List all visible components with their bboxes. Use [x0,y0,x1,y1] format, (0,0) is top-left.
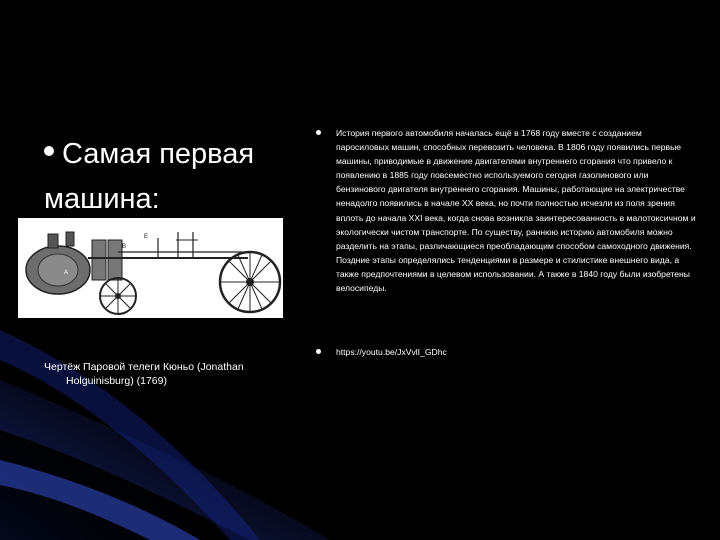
bullet-dot-icon [316,130,321,135]
history-paragraph [312,126,697,295]
steam-carriage-drawing [18,218,283,318]
history-text-block [312,126,697,295]
bullet-dot-icon [316,349,321,354]
heading-line1: Самая первая [62,138,255,170]
video-link[interactable]: https://youtu.be/JxVvlI_GDhc [336,347,447,357]
image-caption [44,360,294,388]
drawing-label-b: B [122,244,127,250]
bullet-dot-icon [44,146,54,156]
video-link-block [312,345,697,359]
caption-line2: Holguinisburg) (1769) [66,375,167,387]
caption-line1: Чертёж Паровой телеги Кюньо (Jonathan [44,361,244,373]
slide-heading [44,132,294,222]
history-paragraph-text: История первого автомобиля началась ещё в 1768 году вместе с созданием паросиловых машин, способных перевозить человека. В 1806 году появились первые машины, приводимые в движение двигателями внутреннего сгорания что привело к появлению в 1885 году повсеместно используемого сегодня газолинового или бензинового двигателя внутреннего сгорания. Машины, работающие на электричестве ненадолго появились в начале XX века, но почти полностью исчезли из поля зрения вплоть до начала XXI века, когда снова возникла заинтересованность в малотоксичном и экологически чистом транспорте. По существу, раннюю историю автомобиля можно разделить на этапы, различающиеся преобладающим способом самоходного движения. Поздние этапы определялись тенденциями в размере и стилистике внешнего вида, а также предпочтениями в целевом использовании. А также в 1840 году были изобретены велосипеды. [336,128,696,294]
drawing-label-a: A [64,270,69,276]
drawing-label-e: E [144,234,149,240]
heading-line2: машина: [44,183,160,215]
video-link-item [312,345,697,359]
